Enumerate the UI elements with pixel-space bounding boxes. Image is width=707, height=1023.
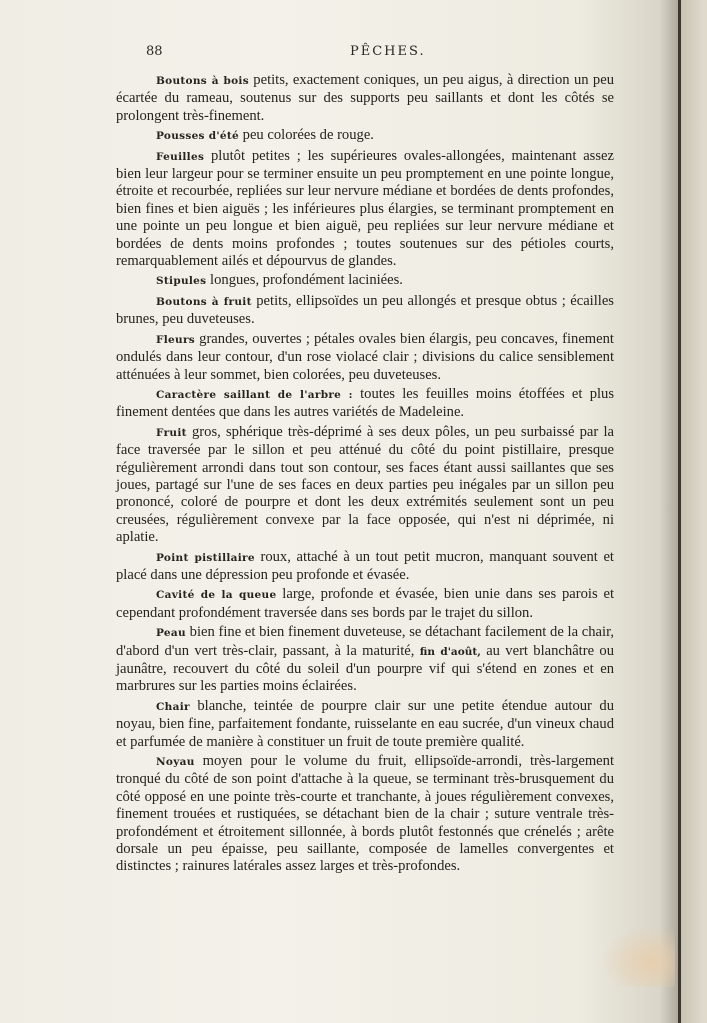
paragraph-text: gros, sphérique très-déprimé à ses deux pôles, un peu surbaissé par la face traversée par le sillon et peu atténué du côté du point pistillaire, presque régulièrement arrondi dans tout son contour, ses faces étant aussi saillantes que ses joues, partagé sur l'une de ses faces en deux parties peu inégales par un sillon peu prononcé, coloré de pourpre et dont les deux extrémités seulement sont un peu creusées, régulièrement convexe par la face opposée, qui n'est ni déprimée, ni aplatie. <box>116 423 614 546</box>
paragraph-text: bien fine et bien finement duveteuse, se détachant facilement de la chair, d'abord d'un vert très-clair, passant, à la maturité, <box>116 624 614 659</box>
term-label: Boutons à bois <box>156 75 249 87</box>
paragraph-text: petits, exactement coniques, un peu aigus, à direction un peu écartée du rameau, soutenus sur des supports peu saillants et dont les côtés se prolongent très-finement. <box>116 72 614 124</box>
paragraph-text: petits, ellipsoïdes un peu allongés et presque obtus ; écailles brunes, peu duveteuses. <box>116 292 614 328</box>
term-label: Caractère saillant de l'arbre : <box>156 388 353 401</box>
paragraph-text-continued: au vert blanchâtre ou jaunâtre, recouvert du côté du soleil d'un pourpre vif qui s'étend en zones et en marbrures sur les parties moins éclairées. <box>116 642 614 695</box>
paragraph-peau <box>116 624 614 696</box>
paragraph-text: toutes les feuilles moins étoffées et plus finement dentées que dans les autres variétés de Madeleine. <box>116 385 615 421</box>
inline-term: fin d'août, <box>419 645 481 658</box>
term-label: Peau <box>156 627 186 640</box>
paragraph-text: peu colorées de rouge. <box>242 127 374 144</box>
paragraph-stipules <box>116 272 614 290</box>
page-header <box>0 44 680 66</box>
paragraph-feuilles <box>116 148 614 271</box>
paragraph-text: blanche, teintée de pourpre clair sur une petite étendue autour du noyau, bien fine, parfaitement fondante, ruisselante en eau sucrée, d'un vineux chaud et parfumée de manière à constituer un fruit de toute première qualité. <box>116 697 614 750</box>
paragraph-text: grandes, ouvertes ; pétales ovales bien élargis, peu concaves, finement ondulés dans leur contour, d'un rose violacé clair ; divisions du calice sensiblement atténuées à leur sommet, bien colorées, peu duveteuses. <box>116 330 614 383</box>
term-label: Fleurs <box>156 333 196 346</box>
body-text <box>116 72 614 878</box>
paragraph-text: longues, profondément laciniées. <box>210 272 403 289</box>
light-glare <box>600 925 675 987</box>
paragraph-fruit <box>116 424 614 547</box>
term-label: Fruit <box>156 426 187 439</box>
paragraph-caractere <box>116 386 614 422</box>
term-label: Noyau <box>156 756 195 769</box>
term-label: Chair <box>156 700 190 713</box>
paragraph-fleurs <box>116 331 614 384</box>
paragraph-boutons-a-fruit <box>116 293 614 329</box>
paragraph-point-pistillaire <box>116 549 614 585</box>
paragraph-boutons-a-bois <box>116 72 614 125</box>
term-label: Boutons à fruit <box>156 295 252 308</box>
paragraph-chair <box>116 698 614 751</box>
term-label: Point pistillaire <box>156 551 255 564</box>
running-title: PÊCHES. <box>350 44 426 59</box>
term-label: Pousses d'été <box>156 130 239 143</box>
paragraph-text: plutôt petites ; les supérieures ovales-allongées, maintenant assez bien leur largeur pour se terminer ensuite un peu promptement en une pointe longue, étroite et recourbée, repliées sur leur nervure médiane et bordées de dents profondes, bien fines et bien aiguës ; les inférieures plus élargies, se terminant promptement en une pointe un peu longue et bien aiguë, peu repliées sur leur nervure médiane et bordées de dents moins profondes ; toutes soutenues sur des pétioles courts, remarquablement ailés et dépourvus de glandes. <box>116 147 614 270</box>
page-number: 88 <box>146 44 163 59</box>
paragraph-noyau <box>116 753 614 876</box>
paragraph-text: large, profonde et évasée, bien unie dans ses parois et cependant profondément traversée dans ses bords par le trajet du sillon. <box>116 586 614 621</box>
background-surface <box>681 0 707 1023</box>
paragraph-pousses <box>116 127 614 145</box>
paragraph-text: moyen pour le volume du fruit, ellipsoïde-arrondi, très-largement tronqué du côté de son point d'attache à la queue, se terminant très-brusquement du côté opposé en une pointe très-courte et tranchante, à joues régulièrement convexes, finement trouées et rustiquées, se détachant bien de la chair ; suture ventrale très-profondément et étroitement sillonnée, à bords plutôt festonnés que crénelés ; arête dorsale un peu épaisse, peu saillante, composée de lamelles convergentes et distinctes ; rainures latérales assez larges et très-profondes. <box>116 753 614 875</box>
term-label: Feuilles <box>156 150 205 163</box>
term-label: Cavité de la queue <box>156 589 277 602</box>
paragraph-text: roux, attaché à un tout petit mucron, manquant souvent et placé dans une dépression peu profonde et évasée. <box>116 548 614 583</box>
paragraph-cavite <box>116 586 614 622</box>
term-label: Stipules <box>156 275 207 288</box>
